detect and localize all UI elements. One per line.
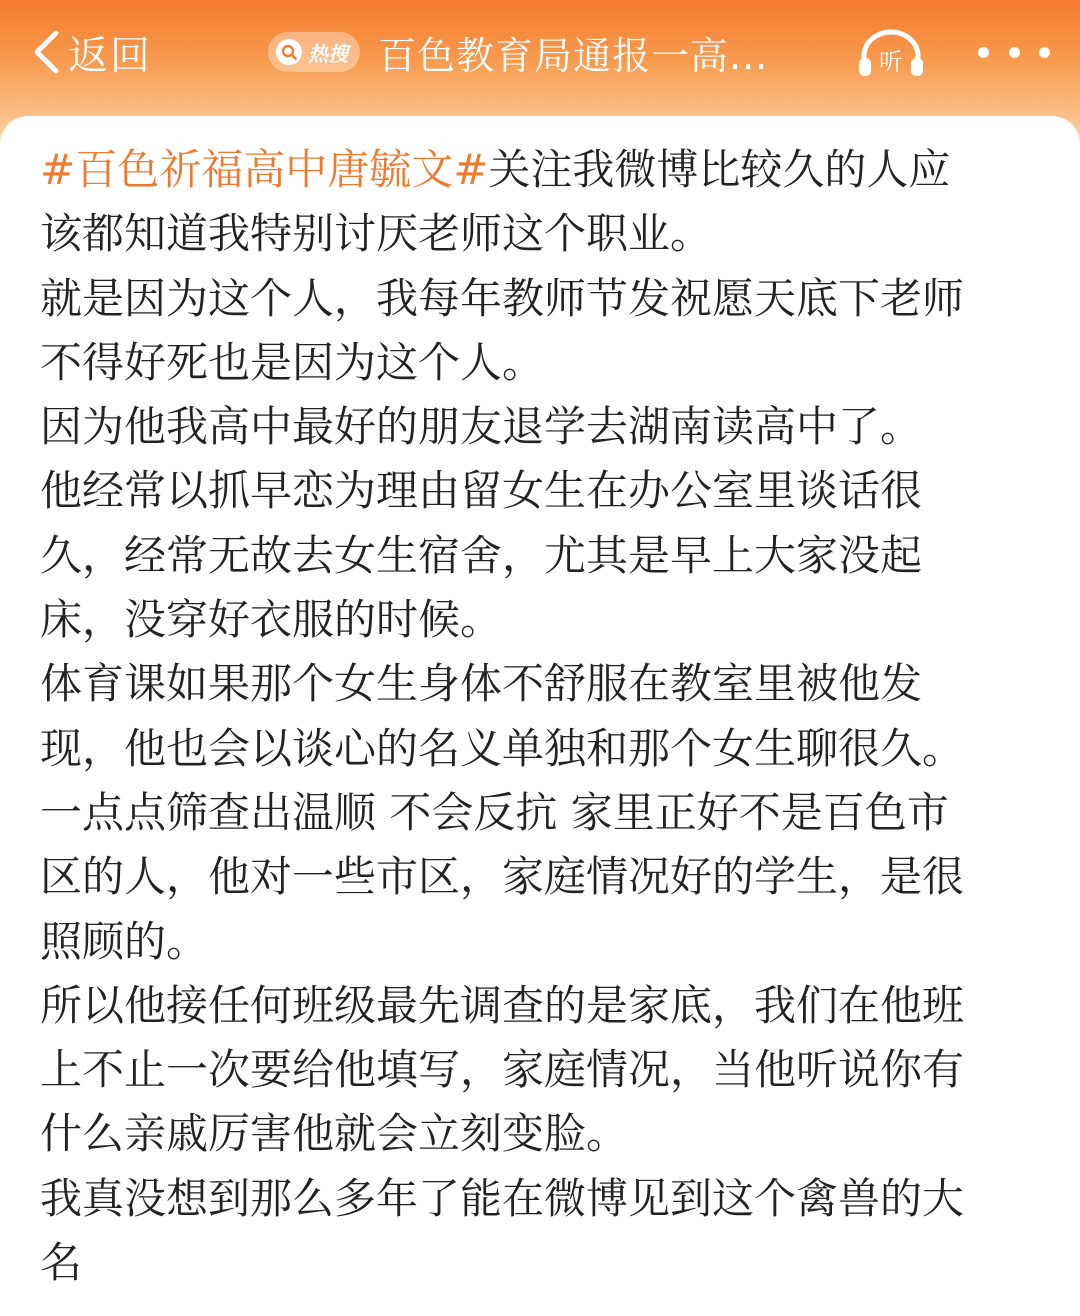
more-options-button[interactable] xyxy=(978,30,1050,74)
post-text xyxy=(40,138,1050,1295)
post-line: 床，没穿好衣服的时候。 xyxy=(40,595,503,645)
post-line: 什么亲戚厉害他就会立刻变脸。 xyxy=(40,1109,629,1159)
top-bar xyxy=(0,0,1080,108)
post-line xyxy=(40,138,1050,202)
post-line: 就是因为这个人，我每年教师节发祝愿天底下老师 xyxy=(40,273,965,323)
post-text-segment: 关注我微博比较久的人应 xyxy=(488,145,951,194)
topic-header[interactable] xyxy=(268,24,768,80)
topic-title: 百色教育局通报一高... xyxy=(378,33,769,78)
post-line: 区的人，他对一些市区，家庭情况好的学生，是很 xyxy=(40,852,965,902)
more-dots-icon xyxy=(1039,47,1050,58)
post-line: 现，他也会以谈心的名义单独和那个女生聊很久。 xyxy=(40,723,965,773)
listen-label: 听 xyxy=(879,48,903,76)
post-line: 我真没想到那么多年了能在微博见到这个禽兽的大 xyxy=(40,1173,965,1223)
hot-search-label: 热搜 xyxy=(308,41,348,66)
back-button[interactable] xyxy=(30,22,152,82)
post-line: 他经常以抓早恋为理由留女生在办公室里谈话很 xyxy=(40,466,923,516)
back-label: 返回 xyxy=(68,32,152,79)
post-line: 不得好死也是因为这个人。 xyxy=(40,337,545,387)
post-line: 该都知道我特别讨厌老师这个职业。 xyxy=(40,209,713,259)
post-line: 照顾的。 xyxy=(40,916,209,966)
more-dots-icon xyxy=(1009,47,1020,58)
post-line: 因为他我高中最好的朋友退学去湖南读高中了。 xyxy=(40,402,923,452)
post-line: 所以他接任何班级最先调查的是家底，我们在他班 xyxy=(40,980,965,1030)
search-icon xyxy=(276,39,302,65)
post-line: 上不止一次要给他填写，家庭情况，当他听说你有 xyxy=(40,1045,965,1095)
more-dots-icon xyxy=(978,47,989,58)
hashtag-link[interactable]: #百色祈福高中唐毓文# xyxy=(40,145,489,194)
post-line: 名 xyxy=(40,1238,83,1288)
post-line: 体育课如果那个女生身体不舒服在教室里被他发 xyxy=(40,659,923,709)
chevron-left-icon xyxy=(30,29,62,75)
hot-search-badge[interactable] xyxy=(268,32,360,72)
headphones-icon xyxy=(856,26,926,80)
listen-button[interactable] xyxy=(856,26,926,80)
post-line: 久，经常无故去女生宿舍，尤其是早上大家没起 xyxy=(40,530,923,580)
post-line: 一点点筛查出温顺 不会反抗 家里正好不是百色市 xyxy=(40,787,949,837)
